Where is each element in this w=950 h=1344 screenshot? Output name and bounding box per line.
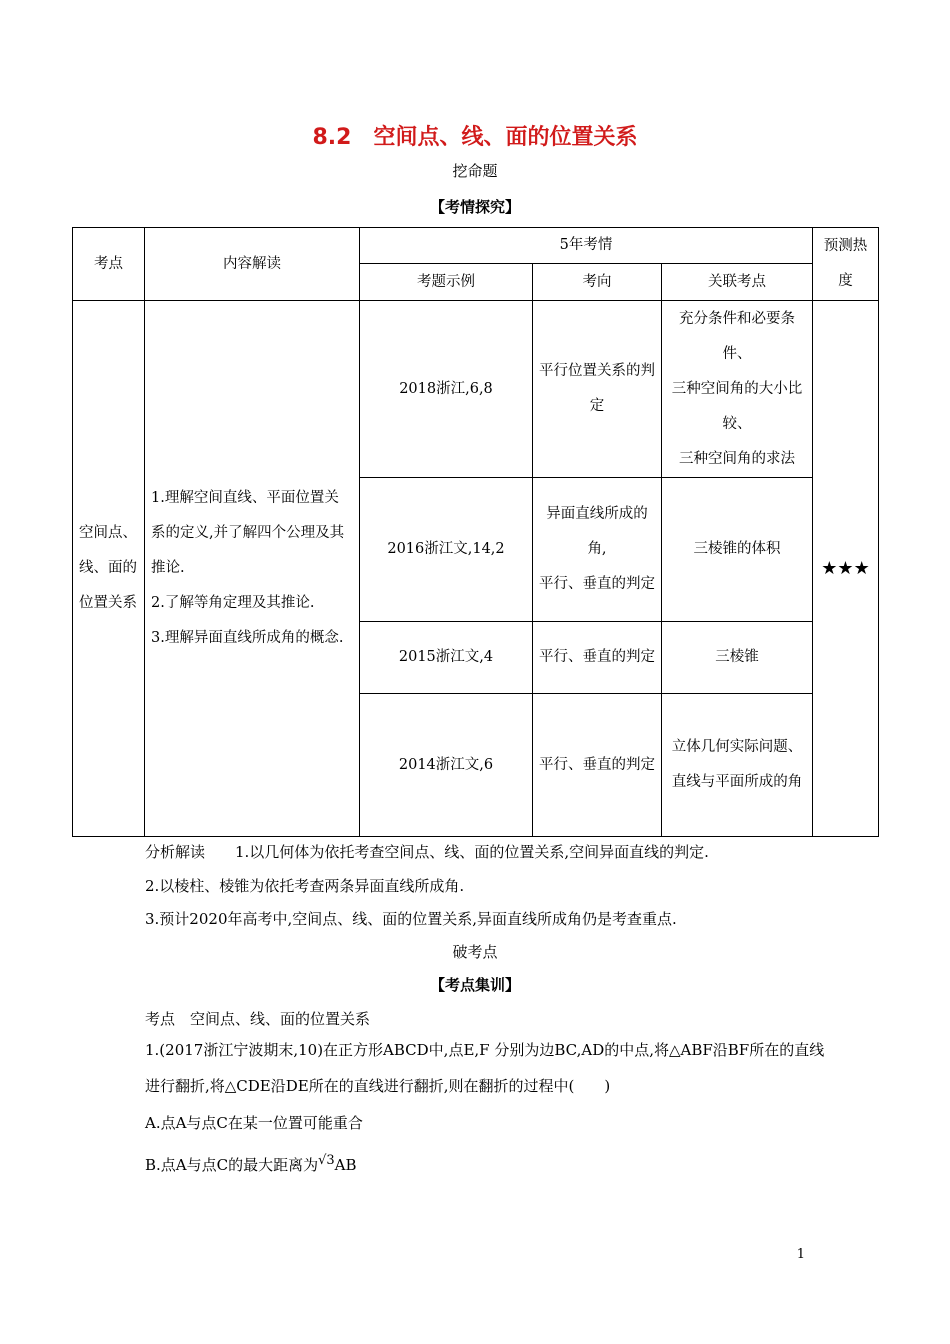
header-yuce: 预测热度 [813,228,879,301]
cell-yuce-stars: ★★★ [813,301,879,837]
header-kaodian: 考点 [73,228,145,301]
page-number: 1 [796,1247,805,1262]
section-heading-pokaodian: 破考点 [452,943,498,961]
cell-guanlian: 充分条件和必要条件、 三种空间角的大小比较、 三种空间角的求法 [662,301,813,478]
cell-kaodian: 空间点、线、面的位置关系 [73,301,145,837]
header-kaoxiang: 考向 [533,264,662,301]
analysis-line-1: 分析解读 1.以几何体为依托考查空间点、线、面的位置关系,空间异面直线的判定. [145,843,709,861]
cell-guanlian: 立体几何实际问题、 直线与平面所成的角 [662,694,813,837]
header-shili: 考题示例 [360,264,533,301]
header-5year: 5年考情 [360,228,813,264]
header-neirong: 内容解读 [145,228,360,301]
cell-shili: 2015浙江文,4 [360,622,533,694]
section-heading-jixun: 【考点集训】 [429,976,520,994]
cell-kaoxiang: 平行、垂直的判定 [533,622,662,694]
question-1-stem: 1.(2017浙江宁波期末,10)在正方形ABCD中,点E,F 分别为边BC,AD的中点,将△ABF沿BF所在的直线进行翻折,将△CDE沿DE所在的直线进行翻折,则在翻折的过程中( ) [145,1041,825,1095]
kaodian-title: 考点 空间点、线、面的位置关系 [145,1010,371,1028]
analysis-line-3: 3.预计2020年高考中,空间点、线、面的位置关系,异面直线所成角仍是考查重点. [145,910,677,928]
question-1-option-b [145,1154,357,1175]
section-heading-kaoqing: 【考情探究】 [429,198,520,216]
question-1-option-a: A.点A与点C在某一位置可能重合 [145,1114,363,1132]
page-title: 8.2 空间点、线、面的位置关系 [312,125,638,150]
cell-shili: 2014浙江文,6 [360,694,533,837]
cell-kaoxiang: 异面直线所成的角, 平行、垂直的判定 [533,478,662,622]
cell-kaoxiang: 平行、垂直的判定 [533,694,662,837]
cell-guanlian: 三棱锥的体积 [662,478,813,622]
header-guanlian: 关联考点 [662,264,813,301]
analysis-line-2: 2.以棱柱、棱锥为依托考查两条异面直线所成角. [145,877,465,895]
option-b-unit: AB [334,1156,357,1174]
cell-guanlian: 三棱锥 [662,622,813,694]
cell-neirong: 1.理解空间直线、平面位置关系的定义,并了解四个公理及其推论. 2.了解等角定理及其推论. 3.理解异面直线所成角的概念. [145,301,360,837]
section-heading-wamingti: 挖命题 [452,162,498,180]
cell-shili: 2018浙江,6,8 [360,301,533,478]
kaoqing-table [72,227,879,837]
option-b-text: B.点A与点C的最大距离为 [145,1156,319,1174]
cell-shili: 2016浙江文,14,2 [360,478,533,622]
sqrt3-formula: √3 [318,1153,335,1168]
cell-kaoxiang: 平行位置关系的判定 [533,301,662,478]
